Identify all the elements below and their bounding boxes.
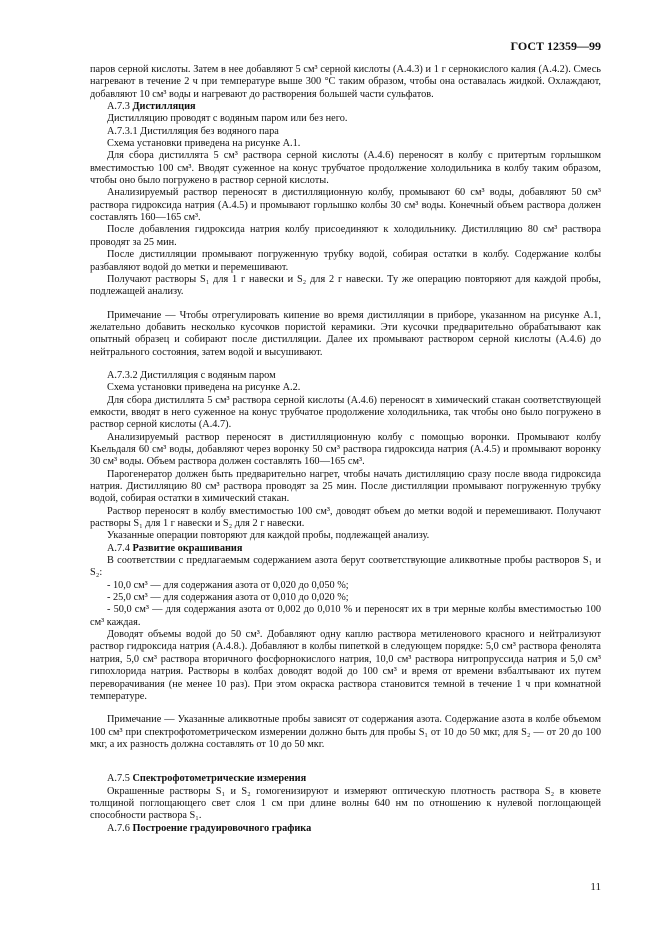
- section-heading: [90, 823, 601, 835]
- section-title: Спектрофотометрические измерения: [132, 773, 307, 785]
- page-body: [90, 64, 601, 835]
- paragraph: Получают растворы S₁ для 1 г навески и S₂ для 2 г навески. Ту же операцию повторяют для каждой пробы, подлежащей анализу.: [90, 273, 601, 298]
- section-number: А.7.5: [107, 773, 130, 785]
- paragraph: Для сбора дистиллята 5 см³ раствора серной кислоты (А.4.6) переносят в колбу с притертым горлышком вместимостью 100 см³. Вводят суженное на конус трубчатое продолжение холодильника в колбу таким образом, чтобы оно было погружено в раствор серной кислоты.: [90, 150, 601, 187]
- section-title: Развитие окрашивания: [132, 542, 243, 554]
- paragraph: Окрашенные растворы S₁ и S₂ гомогенизируют и измеряют оптическую плотность раствора S₂ в кювете толщиной поглощающего свет слоя 1 см при длине волны 640 нм по отношению к нулевой поглощающей способности раствора S₁.: [90, 785, 601, 822]
- note-paragraph: Примечание — Чтобы отрегулировать кипение во время дистилляции в приборе, указанном на рисунке А.1, желательно добавить несколько кусочков пористой керамики. Эти кусочки предварительно обрабатывают как опытный образец и собирают после дистилляции. Далее их промывают раствором серной кислоты (А.4.6) до нейтрального состояния, затем водой и высушивают.: [90, 309, 601, 358]
- section-title: Построение градуировочного графика: [132, 822, 312, 834]
- section-heading: [90, 101, 601, 113]
- paragraph: А.7.3.1 Дистилляция без водяного пара: [107, 125, 279, 137]
- section-heading: [90, 543, 601, 555]
- paragraph: паров серной кислоты. Затем в нее добавляют 5 см³ серной кислоты (А.4.3) и 1 г сернокислого калия (А.4.2). Смесь нагревают в течение 2 ч при температуре выше 300 °С таким образом, чтобы она оставалась жидкой. Охлаждают, добавляют 10 см³ воды и нагревают до растворения большей части сульфатов.: [90, 64, 601, 100]
- standard-header: ГОСТ 12359—99: [510, 39, 601, 53]
- section-number: А.7.4: [107, 542, 130, 554]
- paragraph: Доводят объемы водой до 50 см³. Добавляют одну каплю раствора метиленового красного и нейтрализуют раствор гидроксида натрия (А.4.8.). Добавляют в колбы пипеткой в следующем порядке: 5,0 см³ раствора фенолята натрия, 5,0 см³ раствора вторичного фосфорнокислого натрия, 10,0 см³ раствора нитропруссида натрия и 5,0 см³ гипохлорида натрия. Растворы в колбах доводят водой до 100 см³ и время от времени взбалтывают их путем переворачивания (не менее 10 раз). При этом окраска раствора становится темной в течение 1 ч при комнатной температуре.: [90, 629, 601, 702]
- paragraph: Схема установки приведена на рисунке А.2.: [107, 382, 301, 394]
- paragraph: Дистилляцию проводят с водяным паром или без него.: [107, 113, 348, 125]
- paragraph: Анализируемый раствор переносят в дистилляционную колбу, промывают 60 см³ воды, добавляют 50 см³ раствора гидроксида натрия (А.4.5) и промывают горлышко колбы 30 см³ воды. Конечный объем раствора должен составлять 160—165 см³.: [90, 187, 601, 224]
- paragraph: В соответствии с предлагаемым содержанием азота берут соответствующие аликвотные пробы растворов S₁ и S₂:: [90, 555, 601, 579]
- paragraph: После дистилляции промывают погруженную трубку водой, собирая остатки в колбу. Содержание колбы разбавляют водой до метки и перемешивают.: [90, 249, 601, 273]
- paragraph: Парогенератор должен быть предварительно нагрет, чтобы начать дистилляцию сразу после ввода гидроксида натрия. Дистилляцию 80 см³ раствора проводят за 25 мин. После дистилляции промывают погруженную трубку водой, собирая остатки в химический стакан.: [90, 468, 601, 505]
- list-item: - 50,0 см³ — для содержания азота от 0,002 до 0,010 % и переносят их в три мерные колбы вместимостью 100 см³ каждая.: [90, 604, 601, 628]
- paragraph: Раствор переносят в колбу вместимостью 100 см³, доводят объем до метки водой и перемешивают. Получают растворы S₁ для 1 г навески и S₂ для 2 г навески.: [90, 505, 601, 530]
- list-item: - 25,0 см³ — для содержания азота от 0,010 до 0,020 %;: [107, 592, 349, 604]
- section-number: А.7.6: [107, 822, 130, 834]
- paragraph: Для сбора дистиллята 5 см³ раствора серной кислоты (А.4.6) переносят в химический стакан соответствующей емкости, вводят в него суженное на конус трубчатое продолжение холодильника, так чтобы оно было погружено в раствор серной кислоты (А.4.7).: [90, 394, 601, 431]
- paragraph: Анализируемый раствор переносят в дистилляционную колбу с помощью воронки. Промывают колбу Кьельдаля 60 см³ воды, добавляют через воронку 50 см³ раствора гидроксида натрия (А.4.5) и промывают воронку 30 см³ воды. Объем раствора должен составлять 160—165 см³.: [90, 431, 601, 468]
- page-number: 11: [590, 881, 601, 893]
- paragraph: Схема установки приведена на рисунке А.1.: [107, 138, 301, 150]
- note-paragraph: Примечание — Указанные аликвотные пробы зависят от содержания азота. Содержание азота в колбе объемом 100 см³ при спектрофотометрическом измерении должно быть для пробы S₁ от 10 до 50 мкг, для S₂ — от 20 до 100 мкг, а их разность должна составлять от 10 до 50 мкг.: [90, 714, 601, 750]
- paragraph: После добавления гидроксида натрия колбу присоединяют к холодильнику. Дистилляцию 80 см³ раствора проводят за 25 мин.: [90, 224, 601, 248]
- paragraph: Указанные операции повторяют для каждой пробы, подлежащей анализу.: [107, 530, 430, 542]
- section-heading: [90, 773, 601, 785]
- paragraph: А.7.3.2 Дистилляция с водяным паром: [107, 369, 276, 381]
- list-item: - 10,0 см³ — для содержания азота от 0,020 до 0,050 %;: [107, 579, 349, 591]
- section-title: Дистилляция: [132, 101, 196, 113]
- section-number: А.7.3: [107, 101, 130, 113]
